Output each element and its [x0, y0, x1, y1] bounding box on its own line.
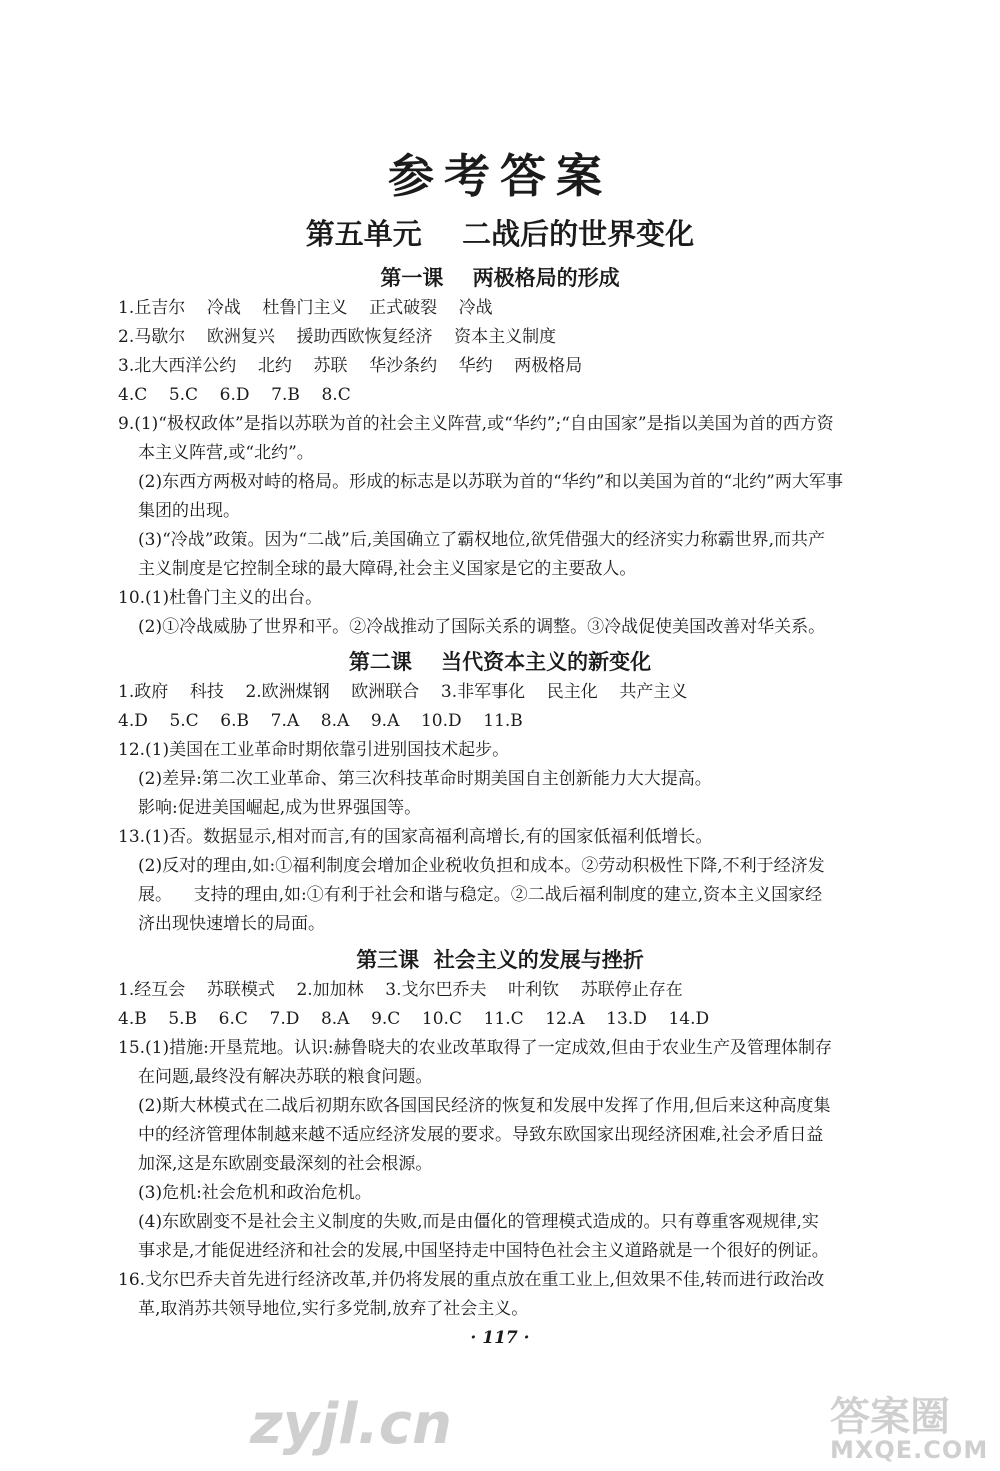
watermark-url: MXQE.COM	[830, 1436, 989, 1464]
answer-line: 加深,这是东欧剧变最深刻的社会根源。	[138, 1154, 433, 1174]
answer-line: 1.政府 科技 2.欧洲煤钢 欧洲联合 3.非军事化 民主化 共产主义	[118, 682, 688, 702]
page-number: · 117 ·	[470, 1328, 530, 1348]
answer-line: 1.经互会 苏联模式 2.加加林 3.戈尔巴乔夫 叶利钦 苏联停止存在	[118, 980, 683, 1000]
lesson-title-2: 第二课 当代资本主义的新变化	[348, 649, 652, 674]
answer-line: 事求是,才能促进经济和社会的发展,中国坚持走中国特色社会主义道路就是一个很好的例证。	[138, 1241, 829, 1261]
answer-line: 集团的出现。	[138, 501, 240, 521]
answer-line: 革,取消苏共领导地位,实行多党制,放弃了社会主义。	[138, 1299, 529, 1319]
answer-line: (2)反对的理由,如:①福利制度会增加企业税收负担和成本。②劳动积极性下降,不利于经济发	[138, 856, 825, 876]
answer-line: (2)斯大林模式在二战后初期东欧各国国民经济的恢复和发展中发挥了作用,但后来这种高度集	[138, 1096, 831, 1116]
answer-line: 1.丘吉尔 冷战 杜鲁门主义 正式破裂 冷战	[118, 298, 493, 318]
answer-line: 在问题,最终没有解决苏联的粮食问题。	[138, 1067, 433, 1087]
answer-line: 主义制度是它控制全球的最大障碍,社会主义国家是它的主要敌人。	[138, 559, 637, 579]
answer-line: 13.(1)否。数据显示,相对而言,有的国家高福利高增长,有的国家低福利低增长。	[118, 827, 713, 847]
answer-line: (3)“冷战”政策。因为“二战”后,美国确立了霸权地位,欲凭借强大的经济实力称霸世界,而共产	[138, 530, 826, 550]
answer-line: 3.北大西洋公约 北约 苏联 华沙条约 华约 两极格局	[118, 356, 583, 376]
answer-line: 15.(1)措施:开垦荒地。认识:赫鲁晓夫的农业改革取得了一定成效,但由于农业生产及管理体制存	[118, 1038, 832, 1058]
answer-line: (4)东欧剧变不是社会主义制度的失败,而是由僵化的管理模式造成的。只有尊重客观规律,实	[138, 1212, 819, 1232]
answer-line: 9.(1)“极权政体”是指以苏联为首的社会主义阵营,或“华约”;“自由国家”是指以美国为首的西方资	[118, 414, 834, 434]
answer-line: 2.马歇尔 欧洲复兴 援助西欧恢复经济 资本主义制度	[118, 327, 557, 347]
answer-line: 12.(1)美国在工业革命时期依靠引进别国技术起步。	[118, 740, 510, 760]
answer-line: 本主义阵营,或“北约”。	[138, 443, 314, 463]
answer-line: 4.C 5.C 6.D 7.B 8.C	[118, 385, 351, 405]
answer-line: 4.D 5.C 6.B 7.A 8.A 9.A 10.D 11.B	[118, 711, 523, 731]
answer-line: (2)差异:第二次工业革命、第三次科技革命时期美国自主创新能力大大提高。	[138, 769, 712, 789]
answer-line: 10.(1)杜鲁门主义的出台。	[118, 588, 323, 608]
answer-line: 16.戈尔巴乔夫首先进行经济改革,并仍将发展的重点放在重工业上,但效果不佳,转而进行政治改	[118, 1270, 825, 1290]
answer-line: (3)危机:社会危机和政治危机。	[138, 1183, 372, 1203]
unit-title: 第五单元 二战后的世界变化	[305, 217, 695, 251]
lesson-title-3: 第三课 社会主义的发展与挫折	[356, 947, 644, 972]
answer-line: 中的经济管理体制越来越不适应经济发展的要求。导致东欧国家出现经济困难,社会矛盾日益	[138, 1125, 824, 1145]
lesson-title-1: 第一课 两极格局的形成	[380, 265, 620, 290]
answer-line: 影响:促进美国崛起,成为世界强国等。	[138, 798, 422, 818]
answer-line: (2)东西方两极对峙的格局。形成的标志是以苏联为首的“华约”和以美国为首的“北约”两大军事	[138, 472, 843, 492]
answer-line: (2)①冷战威胁了世界和平。②冷战推动了国际关系的调整。③冷战促使美国改善对华关系。	[138, 617, 826, 637]
page-title: 参考答案	[388, 149, 612, 203]
watermark-left: zyjl.cn	[250, 1392, 452, 1457]
answer-line: 4.B 5.B 6.C 7.D 8.A 9.C 10.C 11.C 12.A 13.D 14.D	[118, 1009, 710, 1029]
answer-line: 展。 支持的理由,如:①有利于社会和谐与稳定。②二战后福利制度的建立,资本主义国家经	[138, 885, 823, 905]
answer-line: 济出现快速增长的局面。	[138, 914, 325, 934]
watermark-logo: 答案圈	[830, 1394, 950, 1440]
